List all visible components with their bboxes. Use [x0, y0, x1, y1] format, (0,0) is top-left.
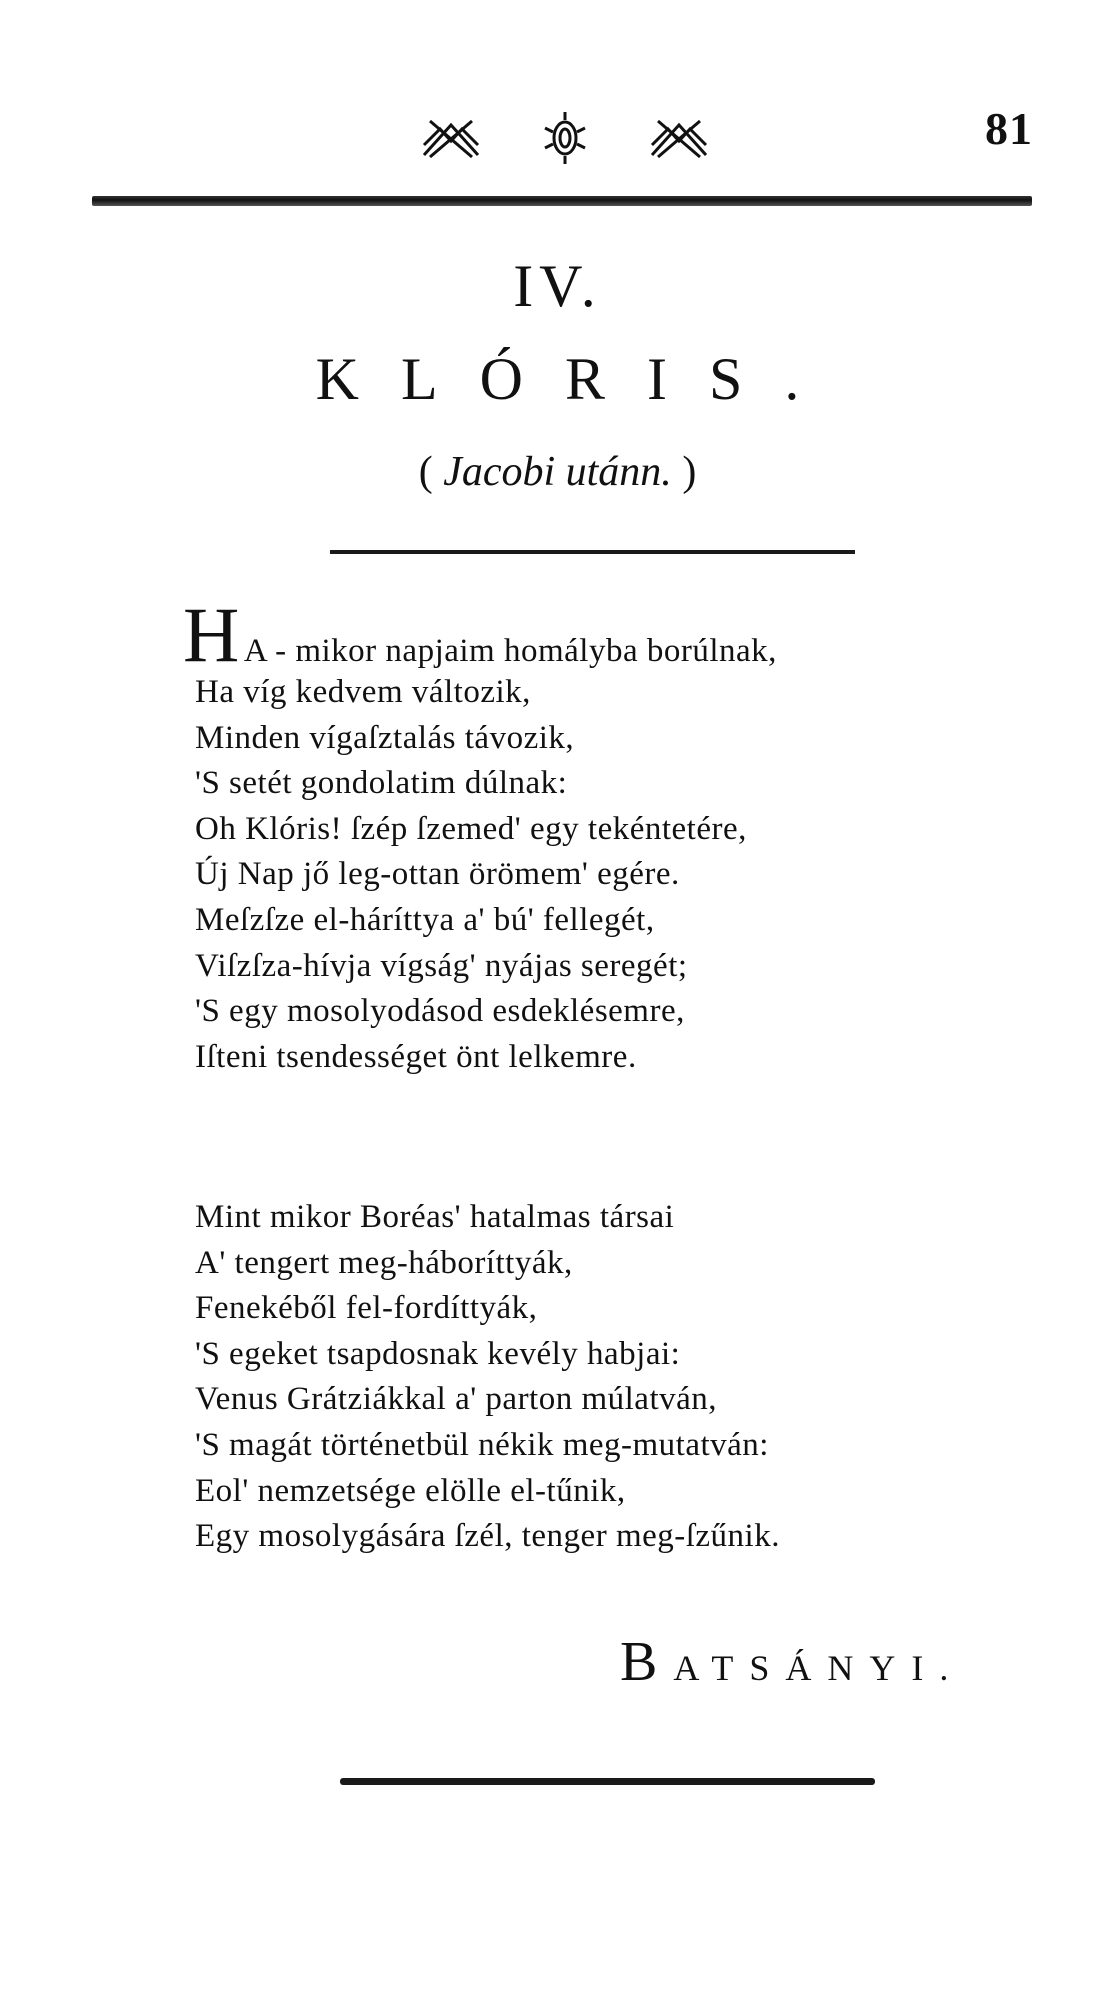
- subtitle-open: (: [418, 449, 444, 495]
- poem-line: A' tengert meg-háboríttyák,: [195, 1244, 573, 1281]
- crossed-ornament-icon: [648, 115, 710, 161]
- section-number: IV.: [513, 253, 602, 319]
- poem-line: 'S egy mosolyodásod esdeklésemre,: [195, 993, 685, 1030]
- poem-line: Viſzſza-hívja vígság' nyájas seregét;: [195, 947, 688, 984]
- poem-line: Iſteni tsendességet önt lelkemre.: [195, 1038, 637, 1075]
- poem-subtitle: [0, 448, 1115, 496]
- poem-line: 'S magát történetbül nékik meg-mutatván:: [195, 1426, 769, 1463]
- poem-line: [183, 591, 1055, 678]
- author-signature: [620, 1630, 964, 1694]
- poem-line: Mint mikor Boréas' hatalmas társai: [195, 1199, 675, 1235]
- poem-line: Eol' nemzetsége elölle el-tűnik,: [195, 1472, 626, 1509]
- poem-line: 'S setét gondolatim dúlnak:: [195, 765, 568, 802]
- poem-line: Venus Grátziákkal a' parton múlatván,: [195, 1381, 718, 1418]
- stanza-1: [183, 591, 1055, 1080]
- author-rest: ATSÁNYI.: [673, 1648, 965, 1688]
- rosette-ornament-icon: [537, 110, 593, 166]
- page-number: 81: [985, 103, 1033, 154]
- stanza-2: [195, 1195, 1055, 1560]
- subtitle-close: ): [671, 449, 697, 495]
- footer-rule: [340, 1778, 875, 1785]
- poem-line: Új Nap jő leg-ottan örömem' egére.: [195, 856, 680, 893]
- subtitle-source: Jacobi utánn.: [443, 449, 672, 495]
- poem-line: Egy mosolygására ſzél, tenger meg-ſzűnik.: [195, 1518, 780, 1555]
- poem-title: KLÓRIS.: [315, 346, 842, 412]
- poem-line: Oh Klóris! ſzép ſzemed' egy tekéntetére,: [195, 810, 747, 847]
- author-initial: B: [620, 1631, 674, 1693]
- crossed-ornament-icon: [420, 115, 482, 161]
- poem-line: Meſzſze el-háríttya a' bú' fellegét,: [195, 901, 655, 938]
- title-rule: [330, 550, 855, 554]
- header-ornament: [420, 108, 710, 168]
- poem-line: Fenekéből fel-fordíttyák,: [195, 1290, 538, 1327]
- poem-line: Minden vígaſztalás távozik,: [195, 719, 575, 756]
- poem-line: 'S egeket tsapdosnak kevély habjai:: [195, 1335, 681, 1372]
- header-rule: [92, 196, 1032, 206]
- poem-line-text: A - mikor napjaim homályba borúlnak,: [243, 633, 777, 669]
- drop-cap: H: [183, 591, 240, 678]
- poem-line: Ha víg kedvem változik,: [195, 674, 531, 710]
